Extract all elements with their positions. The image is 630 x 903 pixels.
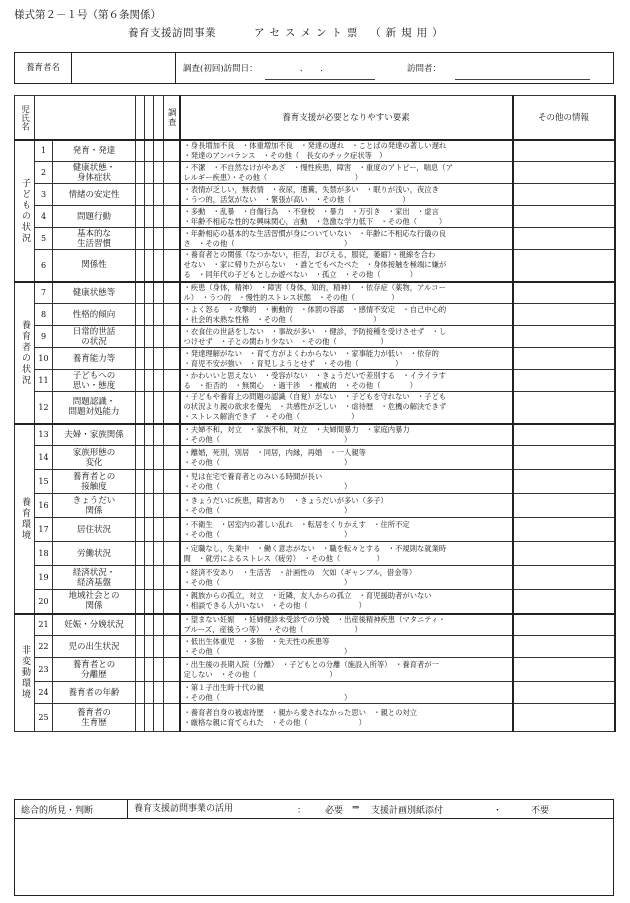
check-cell[interactable]: [164, 348, 180, 370]
row-item: 養育者の 生育歴: [53, 704, 136, 732]
other-info-cell[interactable]: [513, 658, 615, 682]
check-cell[interactable]: [136, 392, 145, 424]
check-header: 調査: [164, 96, 180, 140]
other-info-cell[interactable]: [513, 636, 615, 658]
other-info-cell[interactable]: [513, 392, 615, 424]
visit-date-underline: [265, 79, 375, 80]
check-cell[interactable]: [164, 704, 180, 732]
row-factors: ・衣食住の世話をしない ・事故が多い ・健診，予防接種を受けさせず ・し つけせず ・子との関わり少ない ・その他（ ）: [180, 326, 513, 348]
check-cell[interactable]: [136, 704, 145, 732]
check-cell[interactable]: [164, 494, 180, 518]
other-info-cell[interactable]: [513, 614, 615, 636]
visitor-label: 訪問者：: [407, 64, 442, 74]
other-info-cell[interactable]: [513, 228, 615, 250]
row-factors: ・多動 ・乱暴 ・自傷行為 ・不登校 ・暴力 ・万引き ・家出 ・虚言 ・年齢不相応な性的な興味関心，言動 ・急激な学力低下 ・その他（ ）: [180, 206, 513, 228]
row-factors: ・子どもや養育上の問題の認識（自覚）がない ・子どもを守れない ・子ども の状況より親の欲求を優先 ・共感性が乏しい ・虐待歴 ・危機の解決できず ・ストレス解消できず ・その他（ ）: [180, 392, 513, 424]
row-number: 9: [35, 326, 53, 348]
check-cell[interactable]: [145, 590, 154, 614]
new-use-label: （新規用）: [370, 27, 448, 39]
factors-header: 養育支援が必要となりやすい要素: [180, 96, 513, 140]
check-cell[interactable]: [154, 614, 164, 636]
row-factors: ・望まない妊娠 ・妊婦健診未受診での分娩 ・出産後精神疾患（マタニティ・ ブルーズ，産後うつ等） ・その他（ ）: [180, 614, 513, 636]
row-item: 妊娠・分娩状況: [53, 614, 136, 636]
row-number: 25: [35, 704, 53, 732]
project-name: 養育支援訪問事業: [128, 27, 216, 39]
form-title: [128, 25, 448, 40]
other-info-cell[interactable]: [513, 566, 615, 590]
row-item: 問題行動: [53, 206, 136, 228]
check-cell[interactable]: [164, 184, 180, 206]
colon: ：: [297, 806, 307, 816]
row-item: 日常的世話 の状況: [53, 326, 136, 348]
check-cell[interactable]: [164, 614, 180, 636]
check-cell[interactable]: [164, 658, 180, 682]
row-number: 3: [35, 184, 53, 206]
check-cell[interactable]: [154, 470, 164, 494]
row-number: 15: [35, 470, 53, 494]
assessment-title: アセスメント票: [254, 27, 363, 39]
row-factors: ・不潔 ・不自然なけがやあざ ・慢性疾患，障害 ・重度のアトピー，喘息（ア レルギー疾患）・その他（ ）: [180, 162, 513, 184]
check-cell[interactable]: [164, 470, 180, 494]
check-cell[interactable]: [154, 518, 164, 542]
row-number: 7: [35, 282, 53, 304]
check-cell[interactable]: [145, 566, 154, 590]
check-cell[interactable]: [136, 370, 145, 392]
check-cell[interactable]: [145, 494, 154, 518]
row-factors: ・発達理解がない ・育て方がよくわからない ・家事能力が低い ・依存的 ・育児不安が強い ・育児しようとせず ・その他（ ）: [180, 348, 513, 370]
check-cell[interactable]: [136, 184, 145, 206]
check-cell[interactable]: [154, 140, 164, 162]
assessment-table: [14, 95, 616, 732]
check-cell[interactable]: [145, 542, 154, 566]
check-cell[interactable]: [164, 250, 180, 282]
check-cell[interactable]: [145, 348, 154, 370]
check-cell[interactable]: [136, 304, 145, 326]
check-cell[interactable]: [145, 518, 154, 542]
other-info-cell[interactable]: [513, 206, 615, 228]
check-cell[interactable]: [136, 162, 145, 184]
check-cell[interactable]: [145, 446, 154, 470]
row-factors: ・親族からの孤立，対立 ・近隣，友人からの孤立 ・育児援助者がいない ・相談できる人がいない ・その他（ ）: [180, 590, 513, 614]
row-item: 養育者との 接触度: [53, 470, 136, 494]
other-info-cell[interactable]: [513, 162, 615, 184]
other-info-cell[interactable]: [513, 250, 615, 282]
row-factors: ・経済不安あり ・生活苦 ・計画性の 欠如（ギャンブル，借金等） ・その他（ ）: [180, 566, 513, 590]
check-cell[interactable]: [154, 424, 164, 446]
check-cell[interactable]: [136, 348, 145, 370]
row-item: きょうだい 関係: [53, 494, 136, 518]
check-cell[interactable]: [136, 140, 145, 162]
section-fixed-environment: 非変動環境: [15, 614, 35, 732]
check-cell[interactable]: [136, 424, 145, 446]
row-number: 22: [35, 636, 53, 658]
row-number: 11: [35, 370, 53, 392]
visitor-field[interactable]: [455, 79, 590, 80]
check-cell[interactable]: [154, 392, 164, 424]
row-item: 経済状況・ 経済基盤: [53, 566, 136, 590]
check-cell[interactable]: [136, 206, 145, 228]
other-info-cell[interactable]: [513, 348, 615, 370]
other-info-cell[interactable]: [513, 140, 615, 162]
row-number: 24: [35, 682, 53, 704]
check-cell[interactable]: [164, 326, 180, 348]
row-number: 16: [35, 494, 53, 518]
row-number: 20: [35, 590, 53, 614]
row-number: 6: [35, 250, 53, 282]
check-cell[interactable]: [154, 348, 164, 370]
check-cell[interactable]: [164, 162, 180, 184]
row-item: 養育能力等: [53, 348, 136, 370]
overall-assessment-header: [15, 800, 613, 819]
check-cell[interactable]: [145, 704, 154, 732]
check-cell[interactable]: [154, 206, 164, 228]
row-number: 17: [35, 518, 53, 542]
check-cell[interactable]: [145, 282, 154, 304]
check-cell[interactable]: [164, 636, 180, 658]
other-info-cell[interactable]: [513, 494, 615, 518]
check-cell[interactable]: [136, 566, 145, 590]
check-cell[interactable]: [154, 326, 164, 348]
check-cell[interactable]: [154, 704, 164, 732]
row-item: 児の出生状況: [53, 636, 136, 658]
other-info-header: その他の情報: [513, 96, 615, 140]
row-number: 2: [35, 162, 53, 184]
check-cell[interactable]: [136, 682, 145, 704]
check-cell[interactable]: [164, 446, 180, 470]
row-number: 5: [35, 228, 53, 250]
row-number: 18: [35, 542, 53, 566]
child-name-header: 児氏名: [15, 96, 35, 140]
check-cell[interactable]: [136, 542, 145, 566]
row-factors: ・かわいいと思えない ・受容がない ・きょうだいで差別する ・イライラす る ・拒否的 ・無関心 ・過干渉 ・権威的 ・その他（ ）: [180, 370, 513, 392]
check-cell[interactable]: [164, 392, 180, 424]
row-factors: ・児は在宅で養育者とのみいる時間が長い ・その他（ ）: [180, 470, 513, 494]
other-info-cell[interactable]: [513, 518, 615, 542]
check-cell[interactable]: [164, 424, 180, 446]
row-item: 子どもへの 思い・態度: [53, 370, 136, 392]
row-factors: ・第１子出生時十代の親 ・その他（ ）: [180, 682, 513, 704]
row-item: 情緒の安定性: [53, 184, 136, 206]
option-need[interactable]: 必要: [325, 806, 344, 816]
other-info-cell[interactable]: [513, 304, 615, 326]
row-number: 14: [35, 446, 53, 470]
other-info-cell[interactable]: [513, 446, 615, 470]
check-cell[interactable]: [164, 304, 180, 326]
check-cell[interactable]: [164, 206, 180, 228]
check-cell[interactable]: [154, 682, 164, 704]
check-cell[interactable]: [154, 370, 164, 392]
visit-date-label: 調査(初回)訪問日：: [183, 64, 258, 74]
overall-assessment-box: [14, 799, 614, 896]
row-number: 4: [35, 206, 53, 228]
row-factors: ・養育者との関係（なつかない，拒否，おびえる，服従，萎縮）・視線を合わ せない ・家に帰りたがらない ・誰とでもべたべた ・身体接触を極端に嫌が る ・同年代の子どもとしか遊べない ・孤立 ・その他（ ）: [180, 250, 513, 282]
check-cell[interactable]: [164, 518, 180, 542]
check-cell[interactable]: [154, 184, 164, 206]
bullet: ・: [493, 806, 503, 816]
check-cell[interactable]: [136, 446, 145, 470]
row-item: 健康状態・ 身体症状: [53, 162, 136, 184]
check-cell[interactable]: [136, 282, 145, 304]
section-guardian-status: 養育者の状況: [15, 282, 35, 424]
other-info-cell[interactable]: [513, 682, 615, 704]
header-blank-col: [145, 96, 154, 140]
check-cell[interactable]: [145, 228, 154, 250]
row-factors: ・不衛生 ・居室内の著しい乱れ ・転居をくりかえす ・住所不定 ・その他（ ）: [180, 518, 513, 542]
other-info-cell[interactable]: [513, 470, 615, 494]
row-factors: ・表情が乏しい，無表情 ・夜尿，遺糞，失禁が多い ・眠りが浅い，夜泣き ・うつ的，活気がない ・緊張が高い ・その他（ ）: [180, 184, 513, 206]
check-cell[interactable]: [154, 250, 164, 282]
row-number: 19: [35, 566, 53, 590]
row-factors: ・年齢相応の基本的な生活習慣が身についていない ・年齢に不相応な行儀の良 さ ・その他（ ）: [180, 228, 513, 250]
visit-date-field[interactable]: ．．: [300, 64, 345, 74]
row-item: 養育者の年齢: [53, 682, 136, 704]
program-use-label: 養育支援訪問事業の活用: [127, 800, 233, 818]
check-cell[interactable]: [164, 140, 180, 162]
row-factors: ・出生後の長期入院（分離） ・子どもとの分離（施設入所等） ・養育者が一 定しない ・その他（ ）: [180, 658, 513, 682]
check-cell[interactable]: [145, 392, 154, 424]
check-cell[interactable]: [154, 636, 164, 658]
row-item: 地域社会との 関係: [53, 590, 136, 614]
other-info-cell[interactable]: [513, 370, 615, 392]
row-number: 21: [35, 614, 53, 636]
check-cell[interactable]: [164, 228, 180, 250]
row-item: 居住状況: [53, 518, 136, 542]
check-cell[interactable]: [136, 470, 145, 494]
check-cell[interactable]: [145, 206, 154, 228]
check-cell[interactable]: [136, 250, 145, 282]
check-cell[interactable]: [164, 566, 180, 590]
section-environment: 養育環境: [15, 424, 35, 614]
header-blank: [35, 96, 136, 140]
check-cell[interactable]: [154, 304, 164, 326]
check-cell[interactable]: [145, 658, 154, 682]
row-factors: ・よく怒る ・攻撃的 ・衝動的 ・体罰の容認 ・感情不安定 ・自己中心的 ・社会的未熟な性格 ・その他（ ）: [180, 304, 513, 326]
option-no-need[interactable]: 不要: [531, 806, 550, 816]
row-number: 10: [35, 348, 53, 370]
header-blank-col: [136, 96, 145, 140]
other-info-cell[interactable]: [513, 424, 615, 446]
section-child-status: 子どもの状況: [15, 140, 35, 282]
row-factors: ・離婚，死別，別居 ・同居，内縁，再婚 ・一人親等 ・その他（ ）: [180, 446, 513, 470]
check-cell[interactable]: [136, 614, 145, 636]
row-item: 労働状況: [53, 542, 136, 566]
row-item: 家族形態の 変化: [53, 446, 136, 470]
row-item: 性格的傾向: [53, 304, 136, 326]
row-factors: ・夫婦不和，対立 ・家族不和，対立 ・夫婦間暴力 ・家庭内暴力 ・その他（ ）: [180, 424, 513, 446]
row-number: 8: [35, 304, 53, 326]
row-number: 12: [35, 392, 53, 424]
check-cell[interactable]: [154, 566, 164, 590]
check-cell[interactable]: [145, 614, 154, 636]
check-cell[interactable]: [145, 184, 154, 206]
other-info-cell[interactable]: [513, 282, 615, 304]
check-cell[interactable]: [136, 494, 145, 518]
check-cell[interactable]: [145, 140, 154, 162]
check-cell[interactable]: [164, 590, 180, 614]
row-factors: ・定職なし，失業中 ・働く意志がない ・職を転々とする ・不規則な就業時 間 ・就労によるストレス（疲労） ・その他（ ）: [180, 542, 513, 566]
check-cell[interactable]: [164, 682, 180, 704]
check-cell[interactable]: [136, 326, 145, 348]
check-cell[interactable]: [154, 446, 164, 470]
check-cell[interactable]: [164, 370, 180, 392]
check-cell[interactable]: [154, 590, 164, 614]
row-item: 発育・発達: [53, 140, 136, 162]
check-cell[interactable]: [145, 470, 154, 494]
guardian-name-field[interactable]: [71, 53, 176, 83]
guardian-name-label: 養育者名: [15, 53, 72, 83]
check-cell[interactable]: [136, 636, 145, 658]
other-info-cell[interactable]: [513, 542, 615, 566]
header-blank-col: [154, 96, 164, 140]
check-cell[interactable]: [154, 542, 164, 566]
check-cell[interactable]: [136, 228, 145, 250]
check-cell[interactable]: [154, 228, 164, 250]
info-box: [14, 52, 614, 84]
row-number: 13: [35, 424, 53, 446]
arrow-icon: ⇒: [352, 803, 360, 813]
row-item: 問題認識・ 問題対処能力: [53, 392, 136, 424]
check-cell[interactable]: [145, 682, 154, 704]
other-info-cell[interactable]: [513, 184, 615, 206]
row-item: 関係性: [53, 250, 136, 282]
check-cell[interactable]: [145, 250, 154, 282]
check-cell[interactable]: [145, 424, 154, 446]
form-number: 様式第２－１号（第６条関係）: [14, 9, 161, 21]
support-plan-label: 支援計画別紙添付: [371, 806, 444, 816]
other-info-cell[interactable]: [513, 704, 615, 732]
check-cell[interactable]: [145, 326, 154, 348]
row-factors: ・養育者自身の被虐待歴 ・親から愛されなかった思い ・親との対立 ・厳格な親に育てられた ・その他（ ）: [180, 704, 513, 732]
check-cell[interactable]: [145, 370, 154, 392]
row-item: 健康状態等: [53, 282, 136, 304]
row-factors: ・きょうだいに疾患，障害あり ・きょうだいが多い（多子） ・その他（ ）: [180, 494, 513, 518]
row-item: 養育者との 分離歴: [53, 658, 136, 682]
overall-assessment-text-area[interactable]: [15, 818, 613, 894]
check-cell[interactable]: [136, 518, 145, 542]
check-cell[interactable]: [145, 304, 154, 326]
check-cell[interactable]: [154, 658, 164, 682]
check-cell[interactable]: [154, 282, 164, 304]
check-cell[interactable]: [164, 282, 180, 304]
row-number: 23: [35, 658, 53, 682]
check-cell[interactable]: [154, 162, 164, 184]
check-cell[interactable]: [164, 542, 180, 566]
check-cell[interactable]: [136, 590, 145, 614]
row-factors: ・低出生体重児 ・多胎 ・先天性の疾患等 ・その他（ ）: [180, 636, 513, 658]
check-cell[interactable]: [136, 658, 145, 682]
row-item: 夫婦・家族関係: [53, 424, 136, 446]
other-info-cell[interactable]: [513, 326, 615, 348]
row-number: 1: [35, 140, 53, 162]
other-info-cell[interactable]: [513, 590, 615, 614]
check-cell[interactable]: [154, 494, 164, 518]
check-cell[interactable]: [145, 636, 154, 658]
row-factors: ・身長増加不良 ・体重増加不良 ・発達の遅れ ・ことばの発達の著しい遅れ ・発達のアンバランス ・その他（ 長女のチック症状等 ）: [180, 140, 513, 162]
row-item: 基本的な 生活習慣: [53, 228, 136, 250]
overall-assessment-label: 総合的所見・判断: [21, 806, 94, 816]
check-cell[interactable]: [145, 162, 154, 184]
row-factors: ・疾患（身体，精神） ・障害（身体，知的，精神） ・依存症（薬物，アルコー ル） ・うつ的 ・慢性的ストレス状態 ・その他（ ）: [180, 282, 513, 304]
